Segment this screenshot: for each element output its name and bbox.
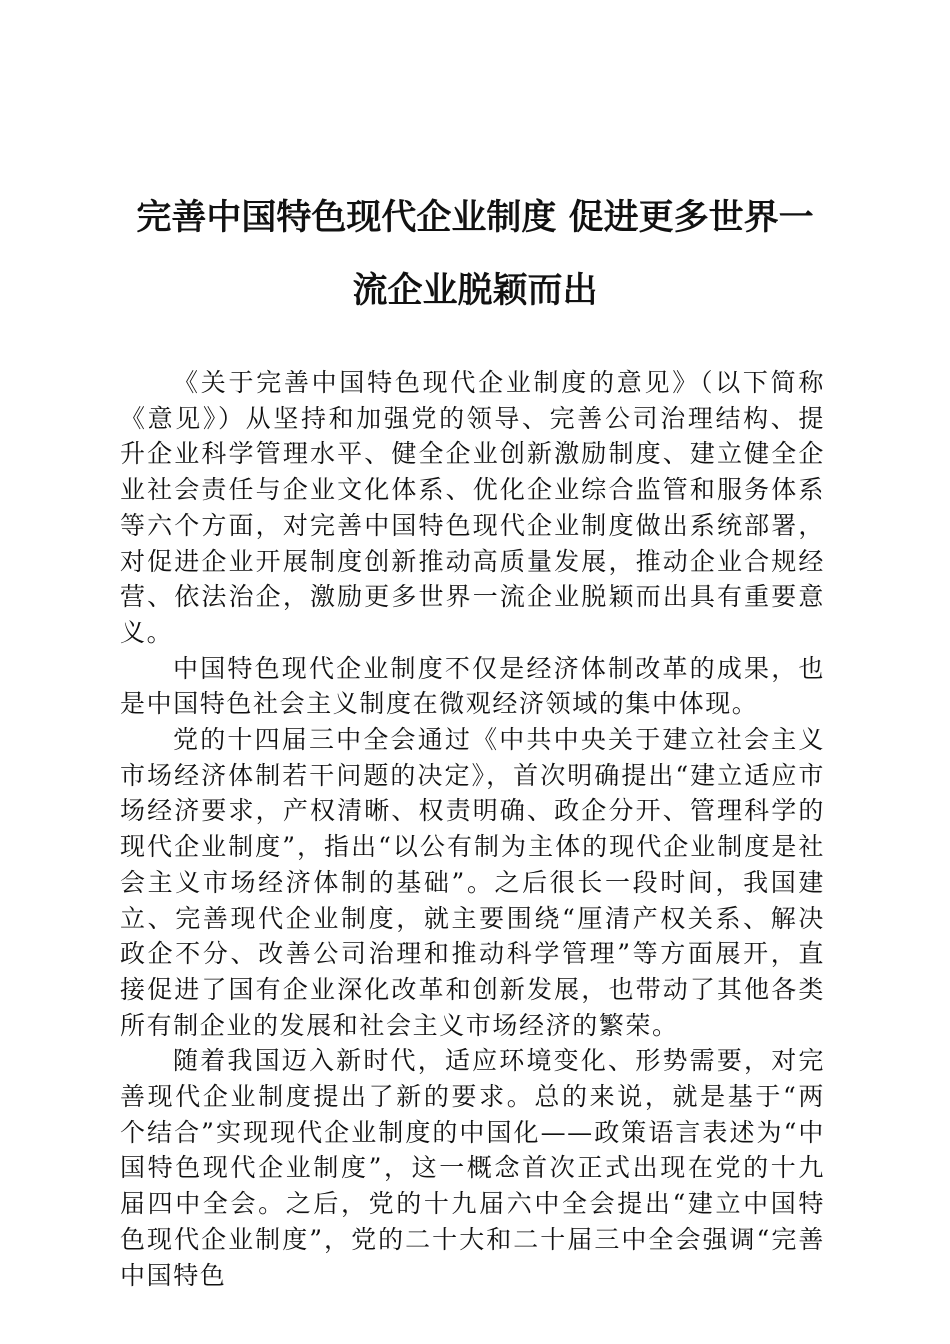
paragraph-3: 党的十四届三中全会通过《中共中央关于建立社会主义市场经济体制若干问题的决定》，首次明确提出“建立适应市场经济要求，产权清晰、权责明确、政企分开、管理科学的现代企业制度”，指出“以公有制为主体的现代企业制度是社会主义市场经济体制的基础”。之后很长一段时间，我国建立、完善现代企业制度，就主要围绕“厘清产权关系、解决政企不分、改善公司治理和推动科学管理”等方面展开，直接促进了国有企业深化改革和创新发展，也带动了其他各类所有制企业的发展和社会主义市场经济的繁荣。 (120, 725, 825, 1040)
document-title-line-1: 完善中国特色现代企业制度 促进更多世界一 (136, 197, 814, 238)
document-body (120, 365, 825, 1293)
document-title-line-2: 流企业脱颖而出 (352, 270, 598, 311)
paragraph-1: 《关于完善中国特色现代企业制度的意见》（以下简称《意见》）从坚持和加强党的领导、完善公司治理结构、提升企业科学管理水平、健全企业创新激励制度、建立健全企业社会责任与企业文化体系、优化企业综合监管和服务体系等六个方面，对完善中国特色现代企业制度做出系统部署，对促进企业开展制度创新推动高质量发展，推动企业合规经营、依法治企，激励更多世界一流企业脱颖而出具有重要意义。 (120, 368, 825, 647)
paragraph-2: 中国特色现代企业制度不仅是经济体制改革的成果，也是中国特色社会主义制度在微观经济领域的集中体现。 (120, 653, 825, 719)
paragraph-4: 随着我国迈入新时代，适应环境变化、形势需要，对完善现代企业制度提出了新的要求。总的来说，就是基于“两个结合”实现现代企业制度的中国化——政策语言表述为“中国特色现代企业制度”，这一概念首次正式出现在党的十九届四中全会。之后，党的十九届六中全会提出“建立中国特色现代企业制度”，党的二十大和二十届三中全会强调“完善中国特色 (120, 1046, 825, 1290)
